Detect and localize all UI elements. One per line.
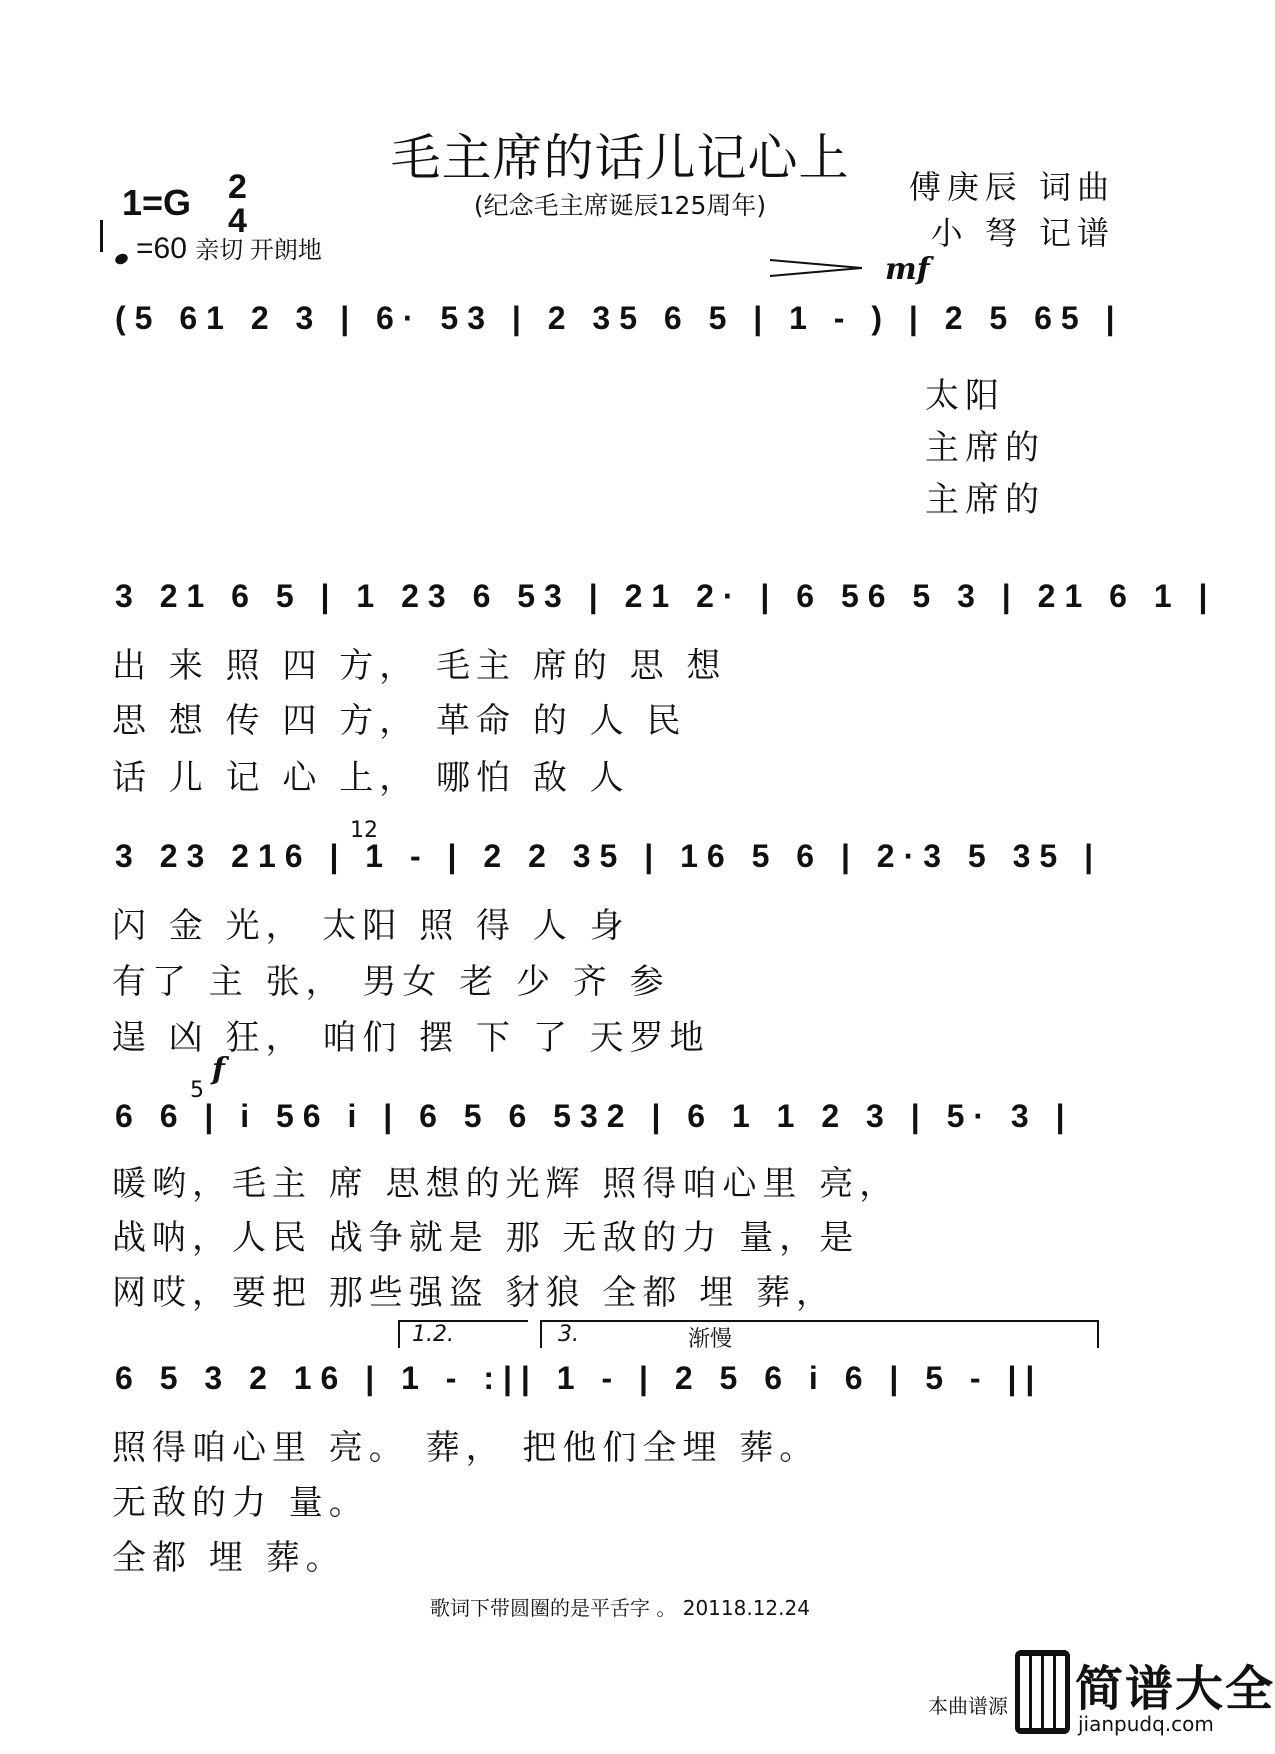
- song-subtitle: (纪念毛主席诞辰125周年): [473, 191, 767, 220]
- piano-keys-icon: [1015, 1650, 1070, 1734]
- row4-lyric-v2: 战呐，人民 战争就是 那 无敌的力 量，是: [112, 1218, 860, 1258]
- row5-lyric-v1: 照得咱心里 亮。 葬， 把他们全埋 葬。: [112, 1428, 820, 1468]
- row4-lyric-v3: 网哎，要把 那些强盗 豺狼 全都 埋 葬，: [112, 1273, 837, 1313]
- mood-marking: 亲切 开朗地: [195, 237, 322, 264]
- dynamic-mf: mf: [885, 252, 930, 287]
- row5-lyric-v3: 全都 埋 葬。: [112, 1538, 346, 1578]
- key-signature: 1=G: [122, 182, 192, 223]
- repeat-mark: 12: [350, 818, 378, 843]
- row3-lyric-v2: 有了 主 张， 男女 老 少 齐 参: [112, 962, 670, 1002]
- brand-logo-text: 简谱大全: [1075, 1661, 1275, 1717]
- row4-lyric-v1: 暖哟，毛主 席 思想的光辉 照得咱心里 亮，: [112, 1164, 900, 1204]
- transcriber-credit: 小 弩 记谱: [930, 214, 1115, 252]
- tempo-marking: [112, 226, 322, 266]
- staff-row-1: [115, 300, 1125, 370]
- note-head-icon: [113, 252, 129, 267]
- tempo-value: =60: [136, 232, 187, 265]
- intro-lyric-v1: 太阳: [925, 376, 1005, 416]
- row5-lyric-v2: 无敌的力 量。: [112, 1483, 369, 1523]
- volta-2-label: 3.: [558, 1322, 579, 1347]
- diminuendo-icon: [770, 256, 870, 280]
- notation-line-3: 3 23 216 | 1 - | 2 2 35 | 16 5 6 | 2·3 5 35 |: [115, 838, 1103, 874]
- row2-lyric-v2: 思 想 传 四 方， 革命 的 人 民: [112, 701, 687, 741]
- row3-lyric-v1: 闪 金 光， 太阳 照 得 人 身: [112, 906, 630, 946]
- intro-lyric-v3: 主席的: [925, 480, 1045, 520]
- volta-2-bracket: [540, 1320, 1099, 1348]
- intro-lyric-v2: 主席的: [925, 428, 1045, 468]
- volta-1-label: 1.2.: [412, 1322, 454, 1347]
- notation-line-4: 6 6 | i 56 i | 6 5 6 532 | 6 1 1 2 3 | 5· 3 |: [115, 1098, 1074, 1134]
- song-title: 毛主席的话儿记心上: [390, 129, 850, 187]
- composer-credit: 傅庚辰 词曲: [908, 168, 1115, 206]
- footer-note: 歌词下带圆圈的是平舌字 。 20118.12.24: [430, 1596, 810, 1620]
- dynamic-f: f: [212, 1052, 225, 1087]
- brand-url: jianpudq.com: [1078, 1712, 1214, 1736]
- notation-line-2: 3 21 6 5 | 1 23 6 53 | 21 2· | 6 56 5 3 | 21 6 1 |: [115, 578, 1217, 614]
- notation-line-1: (5 61 2 3 | 6· 53 | 2 35 6 5 | 1 - ) | 2 5 65 |: [115, 300, 1124, 336]
- notation-line-5: 6 5 3 2 16 | 1 - :|| 1 - | 2 5 6 i 6 | 5 - ||: [115, 1360, 1044, 1396]
- quarter-note-icon: [100, 220, 103, 252]
- time-signature-top: 2: [228, 168, 247, 206]
- source-label: 本曲谱源: [928, 1694, 1008, 1718]
- row3-lyric-v3: 逞 凶 狂， 咱们 摆 下 了 天罗地: [112, 1018, 710, 1058]
- row2-lyric-v1: 出 来 照 四 方， 毛主 席的 思 想: [112, 646, 727, 686]
- grace-note: 5: [190, 1078, 204, 1103]
- tempo-change-marking: 渐慢: [688, 1327, 733, 1352]
- row2-lyric-v3: 话 儿 记 心 上， 哪怕 敌 人: [112, 758, 630, 798]
- time-signature-bottom: 4: [228, 202, 247, 240]
